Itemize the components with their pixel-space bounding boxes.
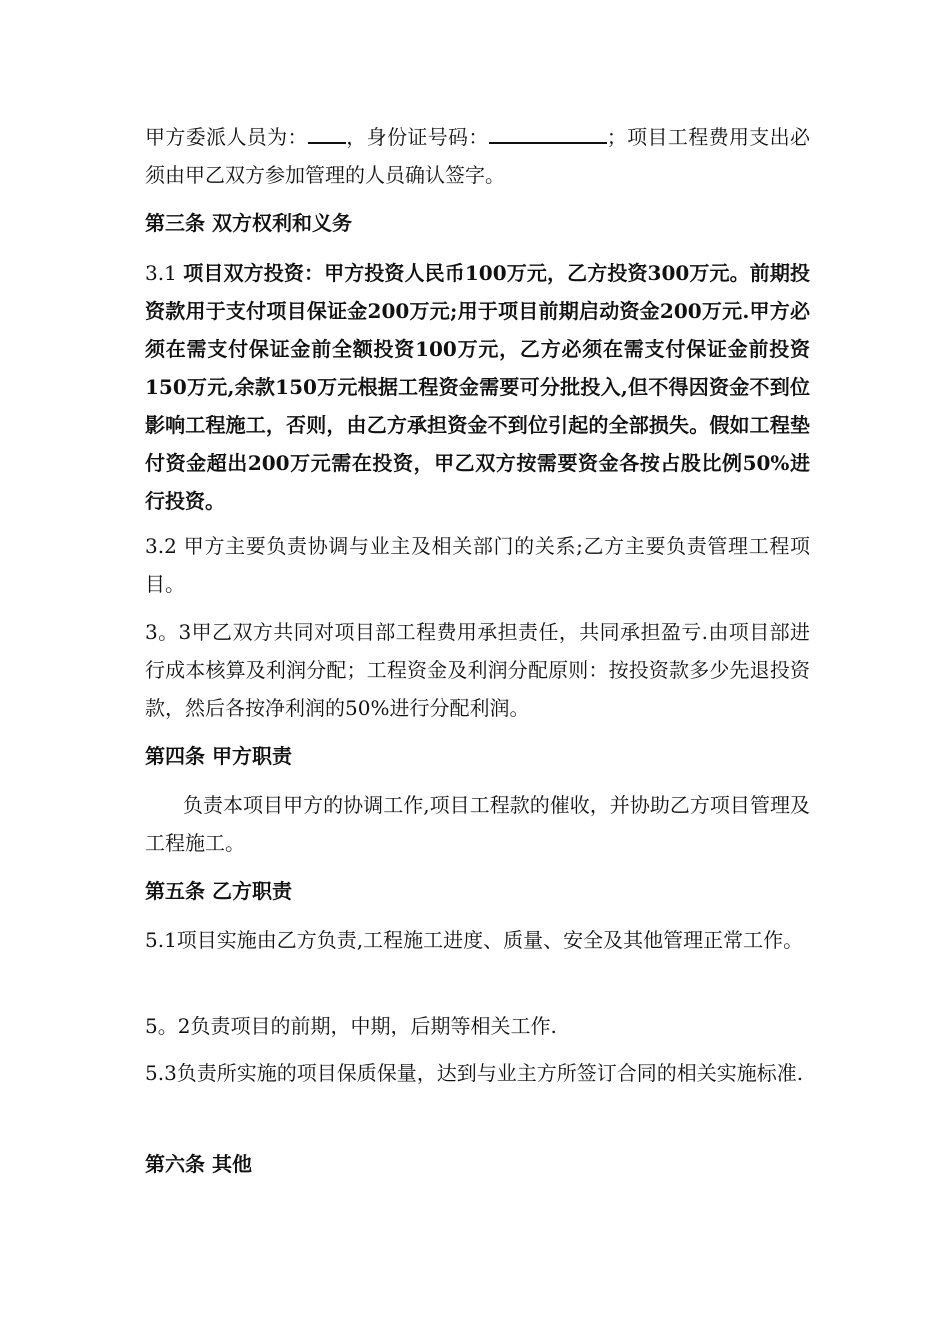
intro-paragraph — [145, 118, 810, 194]
article-3-3-paragraph: 3。3甲乙双方共同对项目部工程费用承担责任，共同承担盈亏.由项目部进行成本核算及利润分配；工程资金及利润分配原则：按投资款多少先退投资款，然后各按净利润的50%进行分配利润。 — [145, 620, 810, 720]
article-3-2-paragraph: 3.2 甲方主要负责协调与业主及相关部门的关系;乙方主要负责管理工程项目。 — [145, 534, 810, 596]
intro-text-1: 甲方委派人员为： — [145, 125, 308, 149]
article-5-3-paragraph: 5.3负责所实施的项目保质保量，达到与业主方所签订合同的相关实施标准. — [145, 1061, 804, 1085]
intro-text-3: ；项目工程费用支出必须由甲乙双方参加管理的人员确认签字。 — [145, 125, 811, 187]
article-5-2-paragraph: 5。2负责项目的前期，中期，后期等相关工作. — [145, 1014, 557, 1038]
article-6-heading: 第六条 其他 — [145, 1152, 252, 1176]
article-5-1-paragraph: 5.1项目实施由乙方负责,工程施工进度、质量、安全及其他管理正常工作。 — [145, 928, 804, 952]
article-5-heading: 第五条 乙方职责 — [145, 879, 292, 903]
article-3-1-text: 项目双方投资：甲方投资人民币100万元，乙方投资300万元。前期投资款用于支付项目保证金200万元;用于项目前期启动资金200万元.甲方必须在需支付保证金前全额投资100万元，乙方必须在需支付保证金前投资150万元,余款150万元根据工程资金需要可分批投入,但不得因资金不到位影响工程施工，否则，由乙方承担资金不到位引起的全部损失。假如工程垫付资金超出200万元需在投资，甲乙双方按需要资金各按占股比例50%进行投资。 — [145, 261, 810, 513]
article-4-paragraph: 负责本项目甲方的协调工作,项目工程款的催收，并协助乙方项目管理及工程施工。 — [145, 793, 810, 855]
article-3-1-paragraph — [145, 254, 810, 520]
intro-text-2: ，身份证号码： — [345, 125, 489, 149]
article-3-1-number: 3.1 — [145, 261, 184, 285]
article-3-heading: 第三条 双方权利和义务 — [145, 211, 352, 235]
delegate-name-blank — [308, 120, 346, 144]
article-4-heading: 第四条 甲方职责 — [145, 744, 292, 768]
id-number-blank — [489, 120, 607, 144]
